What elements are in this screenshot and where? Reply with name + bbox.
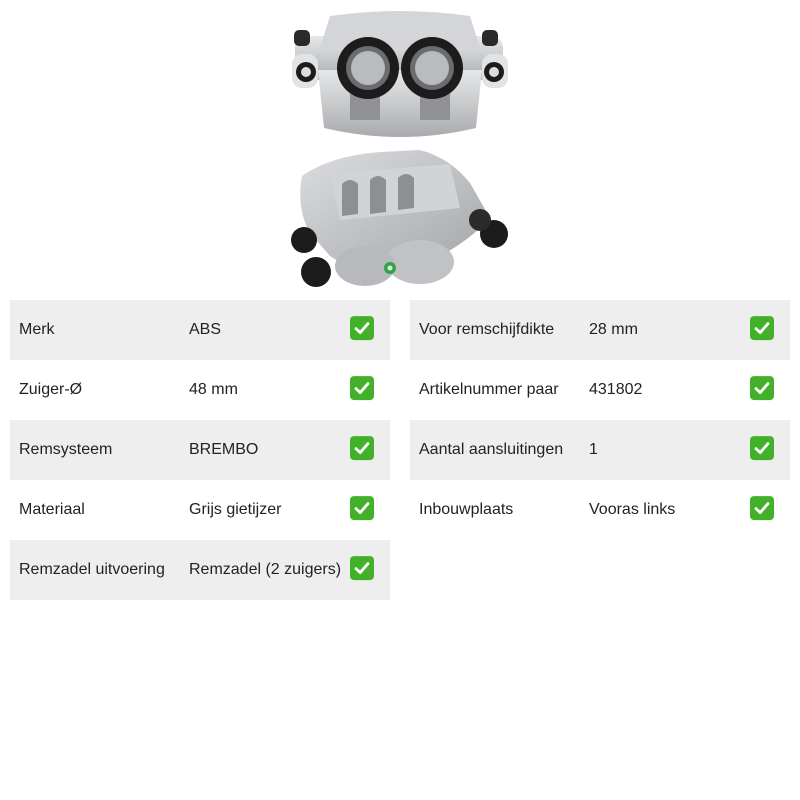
spec-row (10, 540, 390, 600)
checkmark-icon (750, 316, 774, 340)
spec-value: 431802 (589, 381, 643, 398)
spec-label: Voor remschijfdikte (419, 321, 555, 338)
spec-label: Artikelnummer paar (419, 381, 559, 398)
spec-value: 28 mm (589, 321, 638, 338)
spec-table-left (10, 300, 390, 600)
spec-row (410, 360, 790, 420)
checkmark-icon (350, 556, 374, 580)
spec-label: Materiaal (19, 501, 85, 518)
spec-row (410, 300, 790, 360)
checkmark-icon (350, 496, 374, 520)
spec-value: Remzadel (2 zuigers) (189, 561, 342, 578)
checkmark-icon (750, 496, 774, 520)
spec-label: Aantal aansluitingen (419, 441, 564, 458)
spec-row (410, 420, 790, 480)
spec-label: Inbouwplaats (419, 501, 514, 518)
brake-caliper-pair-image (270, 8, 530, 292)
spec-table-right (410, 300, 790, 540)
spec-row (10, 420, 390, 480)
spec-label: Remzadel uitvoering (19, 561, 165, 578)
spec-value: 1 (589, 441, 598, 458)
lower-caliper (291, 150, 508, 287)
spec-row (10, 360, 390, 420)
checkmark-icon (350, 436, 374, 460)
spec-value: Vooras links (589, 501, 676, 518)
spec-row (10, 480, 390, 540)
spec-label: Merk (19, 321, 55, 338)
checkmark-icon (350, 316, 374, 340)
spec-row (10, 300, 390, 360)
spec-value: 48 mm (189, 381, 238, 398)
checkmark-icon (750, 376, 774, 400)
checkmark-icon (350, 376, 374, 400)
product-image (270, 8, 530, 292)
checkmark-icon (750, 436, 774, 460)
spec-row (410, 480, 790, 540)
spec-value: ABS (189, 321, 222, 338)
upper-caliper (292, 11, 508, 137)
spec-value: Grijs gietijzer (189, 501, 282, 518)
spec-value: BREMBO (189, 441, 259, 458)
spec-label: Remsysteem (19, 441, 113, 458)
spec-label: Zuiger-Ø (19, 381, 83, 398)
